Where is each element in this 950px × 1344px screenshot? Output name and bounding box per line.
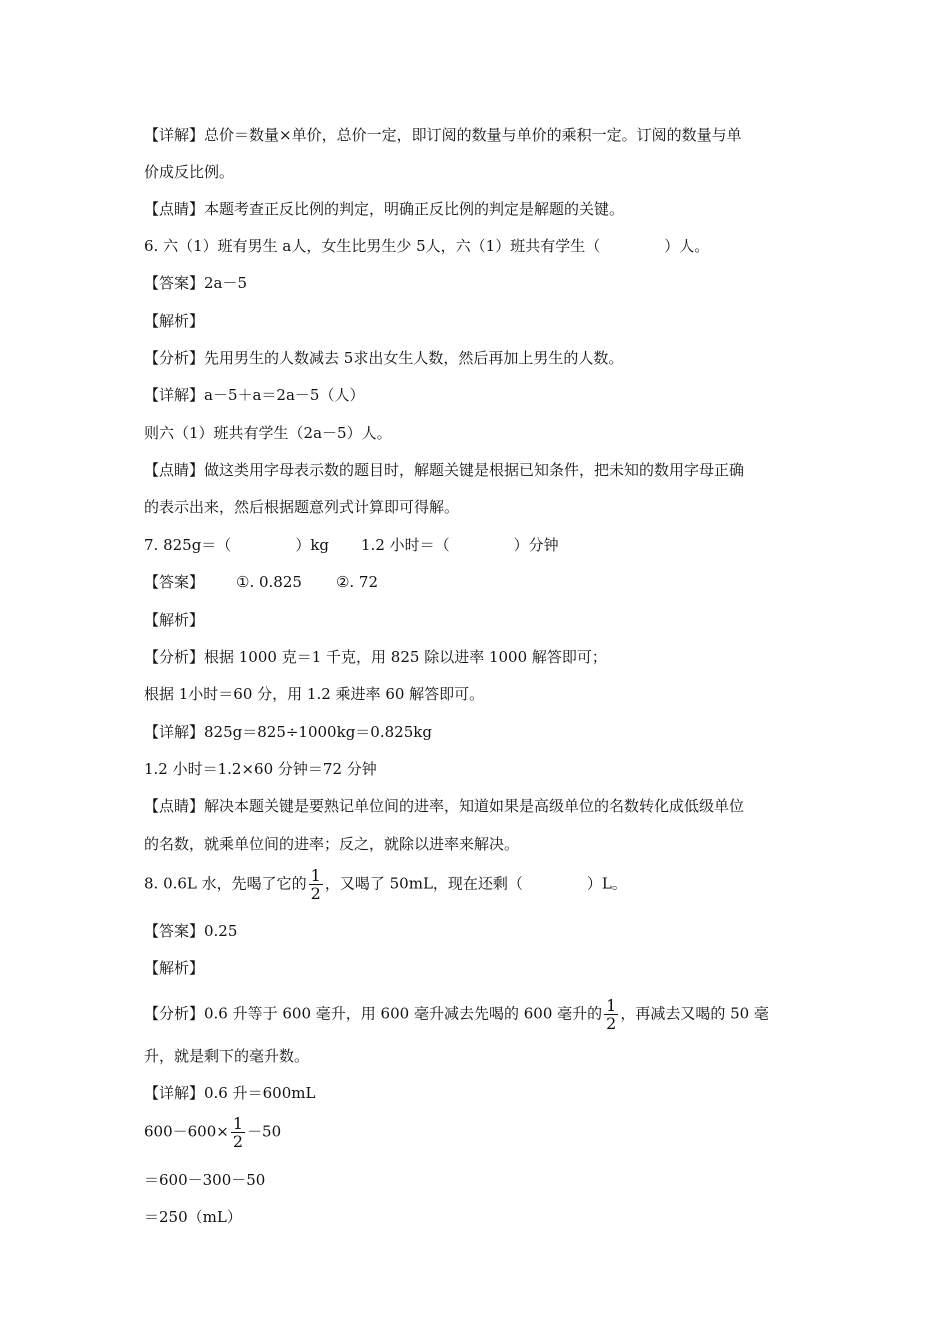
question-text: 6. 六（1）班有男生 a人，女生比男生少 5人，六（1）班共有学生（ xyxy=(144,237,601,255)
equation-line: ＝600－300－50 xyxy=(144,1171,266,1189)
fraction-denominator: 2 xyxy=(232,1132,244,1151)
answer-value: ①. 0.825 xyxy=(236,573,302,591)
equation-segment: －50 xyxy=(247,1122,282,1141)
text-line: 的表示出来，然后根据题意列式计算即可得解。 xyxy=(144,498,460,516)
answer-line: 【答案】2a－5 xyxy=(144,274,248,292)
answer-line xyxy=(144,572,378,592)
text-line: 1.2 小时＝1.2×60 分钟＝72 分钟 xyxy=(144,760,377,778)
answer-value: ②. 72 xyxy=(335,573,379,591)
fraction-one-half xyxy=(231,1115,245,1150)
text-line: 【点睛】本题考查正反比例的判定，明确正反比例的判定是解题的关键。 xyxy=(144,200,625,218)
section-label: 【解析】 xyxy=(144,959,205,977)
question-7 xyxy=(144,535,559,555)
text-line: 【详解】a－5＋a＝2a－5（人） xyxy=(144,386,365,404)
text-line: 升，就是剩下的毫升数。 xyxy=(144,1047,310,1065)
question-text: ）L。 xyxy=(586,874,627,893)
text-line: 的名数，就乘单位间的进率；反之，就除以进率来解决。 xyxy=(144,835,520,853)
text-line: 则六（1）班共有学生（2a－5）人。 xyxy=(144,424,392,442)
answer-label: 【答案】 xyxy=(144,573,205,591)
question-text: ，又喝了 50mL，现在还剩（ xyxy=(324,874,523,893)
text-line xyxy=(144,997,769,1032)
text-line: 价成反比例。 xyxy=(144,163,235,181)
text-line: 【详解】825g＝825÷1000kg＝0.825kg xyxy=(144,723,432,741)
question-8 xyxy=(144,867,627,902)
section-label: 【解析】 xyxy=(144,312,205,330)
text-line: 【分析】先用男生的人数减去 5求出女生人数，然后再加上男生的人数。 xyxy=(144,349,624,367)
fraction-one-half xyxy=(604,997,618,1032)
equation-segment: 600－600× xyxy=(144,1122,229,1141)
text-line: 【详解】0.6 升＝600mL xyxy=(144,1084,316,1102)
text-segment: ，再减去又喝的 50 毫 xyxy=(620,1004,769,1023)
fraction-denominator: 2 xyxy=(606,1014,617,1033)
question-text: 1.2 小时＝（ xyxy=(361,536,450,554)
question-text: ）分钟 xyxy=(513,536,559,554)
equation-line: ＝250（mL） xyxy=(144,1208,242,1226)
text-line: 根据 1小时＝60 分，用 1.2 乘进率 60 解答即可。 xyxy=(144,685,485,703)
answer-line: 【答案】0.25 xyxy=(144,922,238,940)
text-line: 【点睛】解决本题关键是要熟记单位间的进率，知道如果是高级单位的名数转化成低级单位 xyxy=(144,797,745,815)
section-label: 【解析】 xyxy=(144,611,205,629)
fraction-denominator: 2 xyxy=(310,884,321,903)
question-6 xyxy=(144,236,709,256)
fraction-numerator: 1 xyxy=(310,866,321,885)
fraction-one-half xyxy=(309,867,323,902)
fraction-numerator: 1 xyxy=(232,1114,244,1133)
fraction-numerator: 1 xyxy=(606,996,617,1015)
question-text: 7. 825g＝（ xyxy=(144,536,232,554)
question-text: ）kg xyxy=(295,536,330,554)
text-segment: 【分析】0.6 升等于 600 毫升，用 600 毫升减去先喝的 600 毫升的 xyxy=(144,1004,603,1023)
text-line: 【点睛】做这类用字母表示数的题目时，解题关键是根据已知条件，把未知的数用字母正确 xyxy=(144,461,745,479)
text-line: 【详解】总价＝数量×单价，总价一定，即订阅的数量与单价的乘积一定。订阅的数量与单 xyxy=(144,126,742,144)
equation-line xyxy=(144,1115,281,1150)
question-text: ）人。 xyxy=(664,237,710,255)
question-text: 8. 0.6L 水，先喝了它的 xyxy=(144,874,307,893)
text-line: 【分析】根据 1000 克＝1 千克，用 825 除以进率 1000 解答即可； xyxy=(144,648,607,666)
